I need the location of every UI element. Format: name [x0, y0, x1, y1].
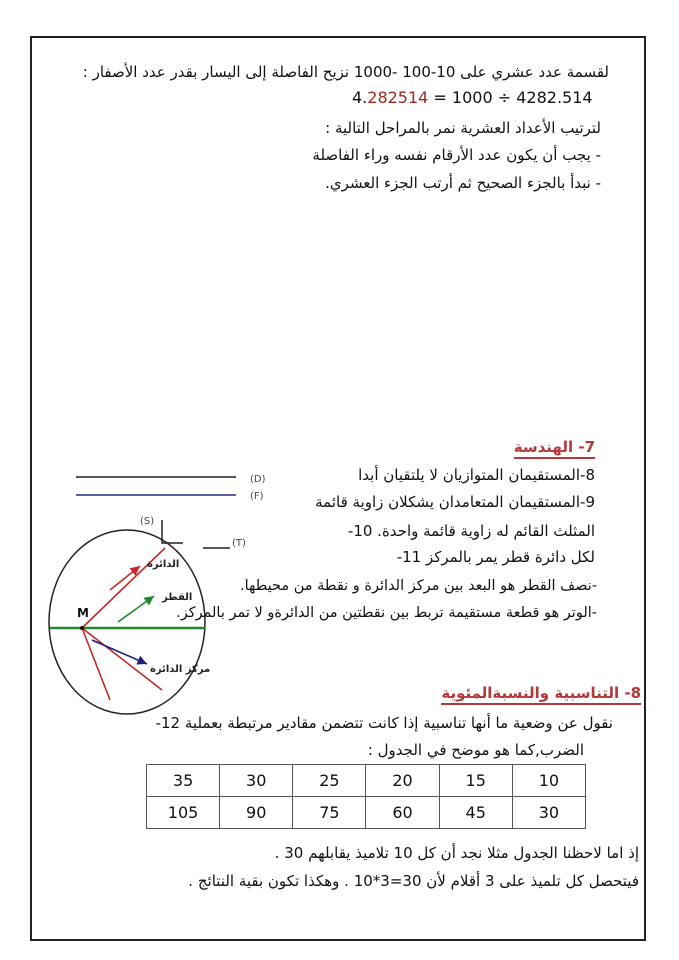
diameter-arrow — [118, 596, 154, 622]
center-point — [80, 626, 84, 630]
proportion-item-12-line-1: نقول عن وضعية ما أنها تناسبية إذا كانت تتضمن مقادير مرتبطة بعملية 12- — [155, 714, 613, 732]
proportion-item-12-line-2: الضرب,كما هو موضح في الجدول : — [367, 741, 584, 759]
table-cell: 90 — [220, 797, 293, 829]
circle — [49, 530, 205, 714]
example-decimals: 282514 — [367, 88, 429, 107]
label-line-s: (S) — [140, 516, 155, 527]
chord-definition: -الوتر هو قطعة مستقيمة تربط بين نقطتين من الدائرةو لا تمر بالمركز. — [176, 605, 597, 621]
table-cell: 15 — [439, 765, 512, 797]
geometry-item-10: المثلث القائم له زاوية قائمة واحدة. 10- — [347, 522, 595, 540]
table-row — [147, 797, 586, 829]
table-cell: 105 — [147, 797, 220, 829]
table-cell: 25 — [293, 765, 366, 797]
radius-definition: -نصف القطر هو البعد بين مركز الدائرة و نقطة من محيطها. — [240, 578, 597, 594]
division-rule: لقسمة عدد عشري على 10-100 -1000 نزيح الفاصلة إلى اليسار بقدر عدد الأصفار : — [82, 63, 609, 81]
center-arrow — [92, 640, 147, 664]
table-cell: 45 — [439, 797, 512, 829]
proportion-table — [146, 764, 586, 829]
geometry-item-9: 9-المستقيمان المتعامدان يشكلان زاوية قائمة — [315, 493, 595, 511]
proportion-note-1: إذ اما لاحظنا الجدول مثلا نجد أن كل 10 تلاميذ يقابلهم 30 . — [274, 844, 639, 862]
label-center: مركز الدائرة — [150, 664, 211, 675]
label-point-m: M — [77, 606, 89, 620]
line-s-right-angle — [162, 520, 183, 543]
table-row — [147, 765, 586, 797]
table-cell: 10 — [512, 765, 585, 797]
table-cell: 35 — [147, 765, 220, 797]
table-cell: 20 — [366, 765, 439, 797]
example-rest: = 1000 ÷ 4282.514 — [428, 88, 593, 107]
table-cell: 75 — [293, 797, 366, 829]
label-line-t: (T) — [232, 538, 246, 549]
label-diameter: القطر — [162, 592, 193, 603]
example-whole: 4. — [352, 88, 368, 107]
ordering-step-1: - يجب أن يكون عدد الأرقام نفسه وراء الفاصلة — [312, 146, 601, 164]
table-cell: 30 — [220, 765, 293, 797]
proportion-heading: 8- التناسبية والنسبةالمئوية — [441, 683, 641, 705]
geometry-item-11: لكل دائرة قطر يمر بالمركز 11- — [396, 548, 595, 566]
ordering-step-2: - نبدأ بالجزء الصحيح ثم أرتب الجزء العشري. — [325, 174, 601, 192]
table-cell: 30 — [512, 797, 585, 829]
proportion-note-2: فيتحصل كل تلميذ على 3 أقلام لأن 30=3*10 . وهكذا تكون بقية النتائج . — [188, 872, 639, 890]
geometry-item-8: 8-المستقيمان المتوازيان لا يلتقيان أبدا — [358, 466, 595, 484]
label-line-f: (F) — [250, 491, 264, 502]
label-line-d: (D) — [250, 474, 266, 485]
label-circle: الدائرة — [147, 559, 180, 570]
geometry-heading: 7- الهندسة — [514, 437, 595, 459]
table-cell: 60 — [366, 797, 439, 829]
ordering-intro: لترتيب الأعداد العشرية نمر بالمراحل التالية : — [325, 119, 601, 137]
